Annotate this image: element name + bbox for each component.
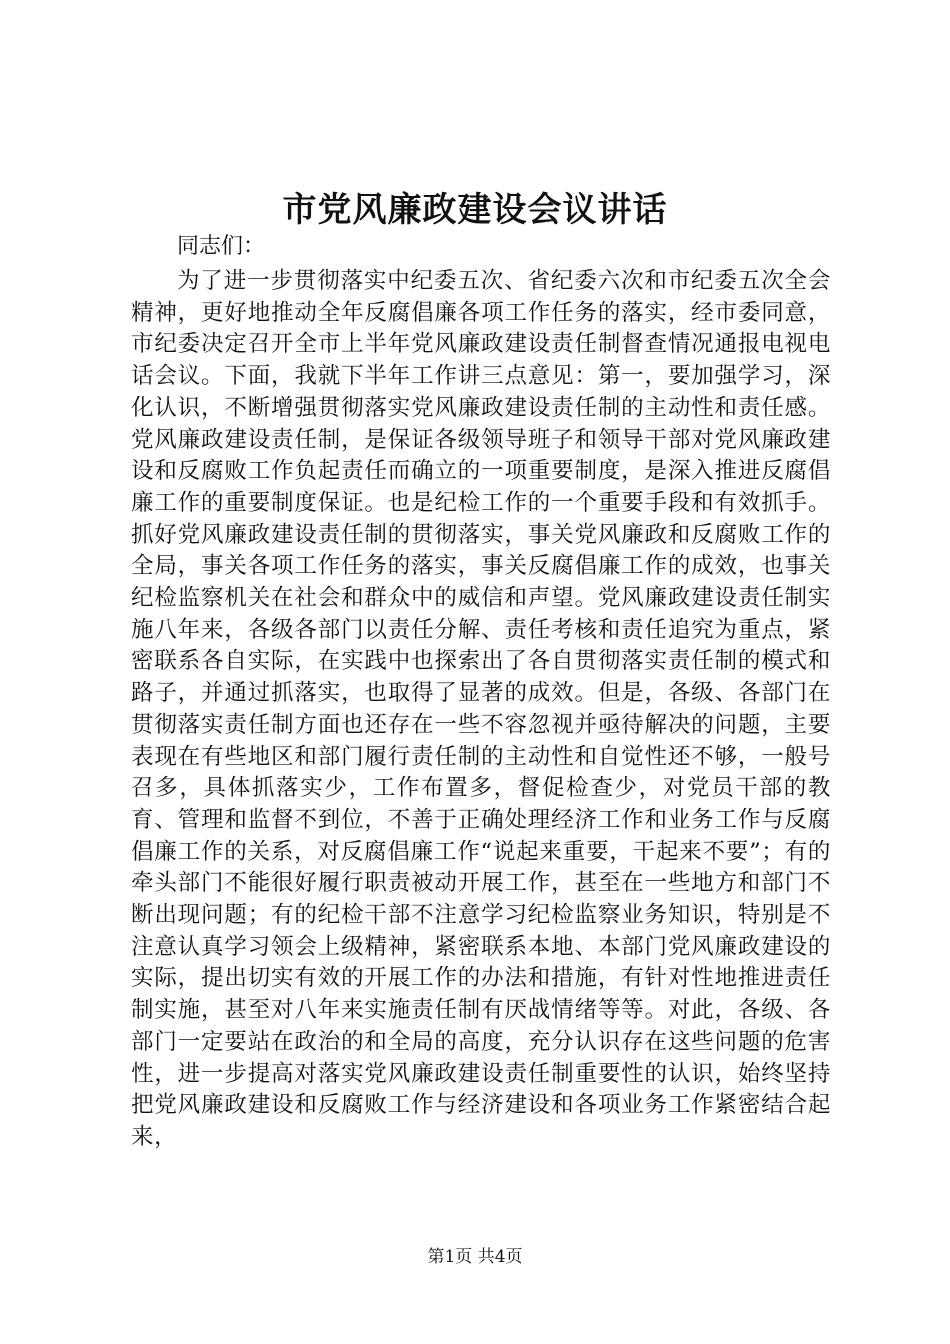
body-paragraph: 为了进一步贯彻落实中纪委五次、省纪委六次和市纪委五次全会精神，更好地推动全年反腐倡廉各项工作任务的落实，经市委同意，市纪委决定召开全市上半年党风廉政建设责任制督查情况通报电视电话会议。下面，我就下半年工作讲三点意见：第一，要加强学习，深化认识，不断增强贯彻落实党风廉政建设责任制的主动性和责任感。党风廉政建设责任制，是保证各级领导班子和领导干部对党风廉政建设和反腐败工作负起责任而确立的一项重要制度，是深入推进反腐倡廉工作的重要制度保证。也是纪检工作的一个重要手段和有效抓手。抓好党风廉政建设责任制的贯彻落实，事关党风廉政和反腐败工作的全局，事关各项工作任务的落实，事关反腐倡廉工作的成效，也事关纪检监察机关在社会和群众中的威信和声望。党风廉政建设责任制实施八年来，各级各部门以责任分解、责任考核和责任追究为重点，紧密联系各自实际，在实践中也探索出了各自贯彻落实责任制的模式和路子，并通过抓落实，也取得了显著的成效。但是，各级、各部门在贯彻落实责任制方面也还存在一些不容忽视并亟待解决的问题，主要表现在有些地区和部门履行责任制的主动性和自觉性还不够，一般号召多，具体抓落实少，工作布置多，督促检查少，对党员干部的教育、管理和监督不到位，不善于正确处理经济工作和业务工作与反腐倡廉工作的关系，对反腐倡廉工作“说起来重要，干起来不要”；有的牵头部门不能很好履行职责被动开展工作，甚至在一些地方和部门不断出现问题；有的纪检干部不注意学习纪检监察业务知识，特别是不注意认真学习领会上级精神，紧密联系本地、本部门党风廉政建设的实际，提出切实有效的开展工作的办法和措施，有针对性地推进责任制实施，甚至对八年来实施责任制有厌战情绪等等。对此，各级、各部门一定要站在政治的和全局的高度，充分认识存在这些问题的危害性，进一步提高对落实党风廉政建设责任制重要性的认识，始终坚持把党风廉政建设和反腐败工作与经济建设和各项业务工作紧密结合起来，	[131, 268, 831, 1150]
document-title: 市党风廉政建设会议讲话	[282, 190, 668, 230]
page-number: 第1页 共4页	[427, 1247, 523, 1267]
salutation: 同志们：	[177, 234, 266, 259]
